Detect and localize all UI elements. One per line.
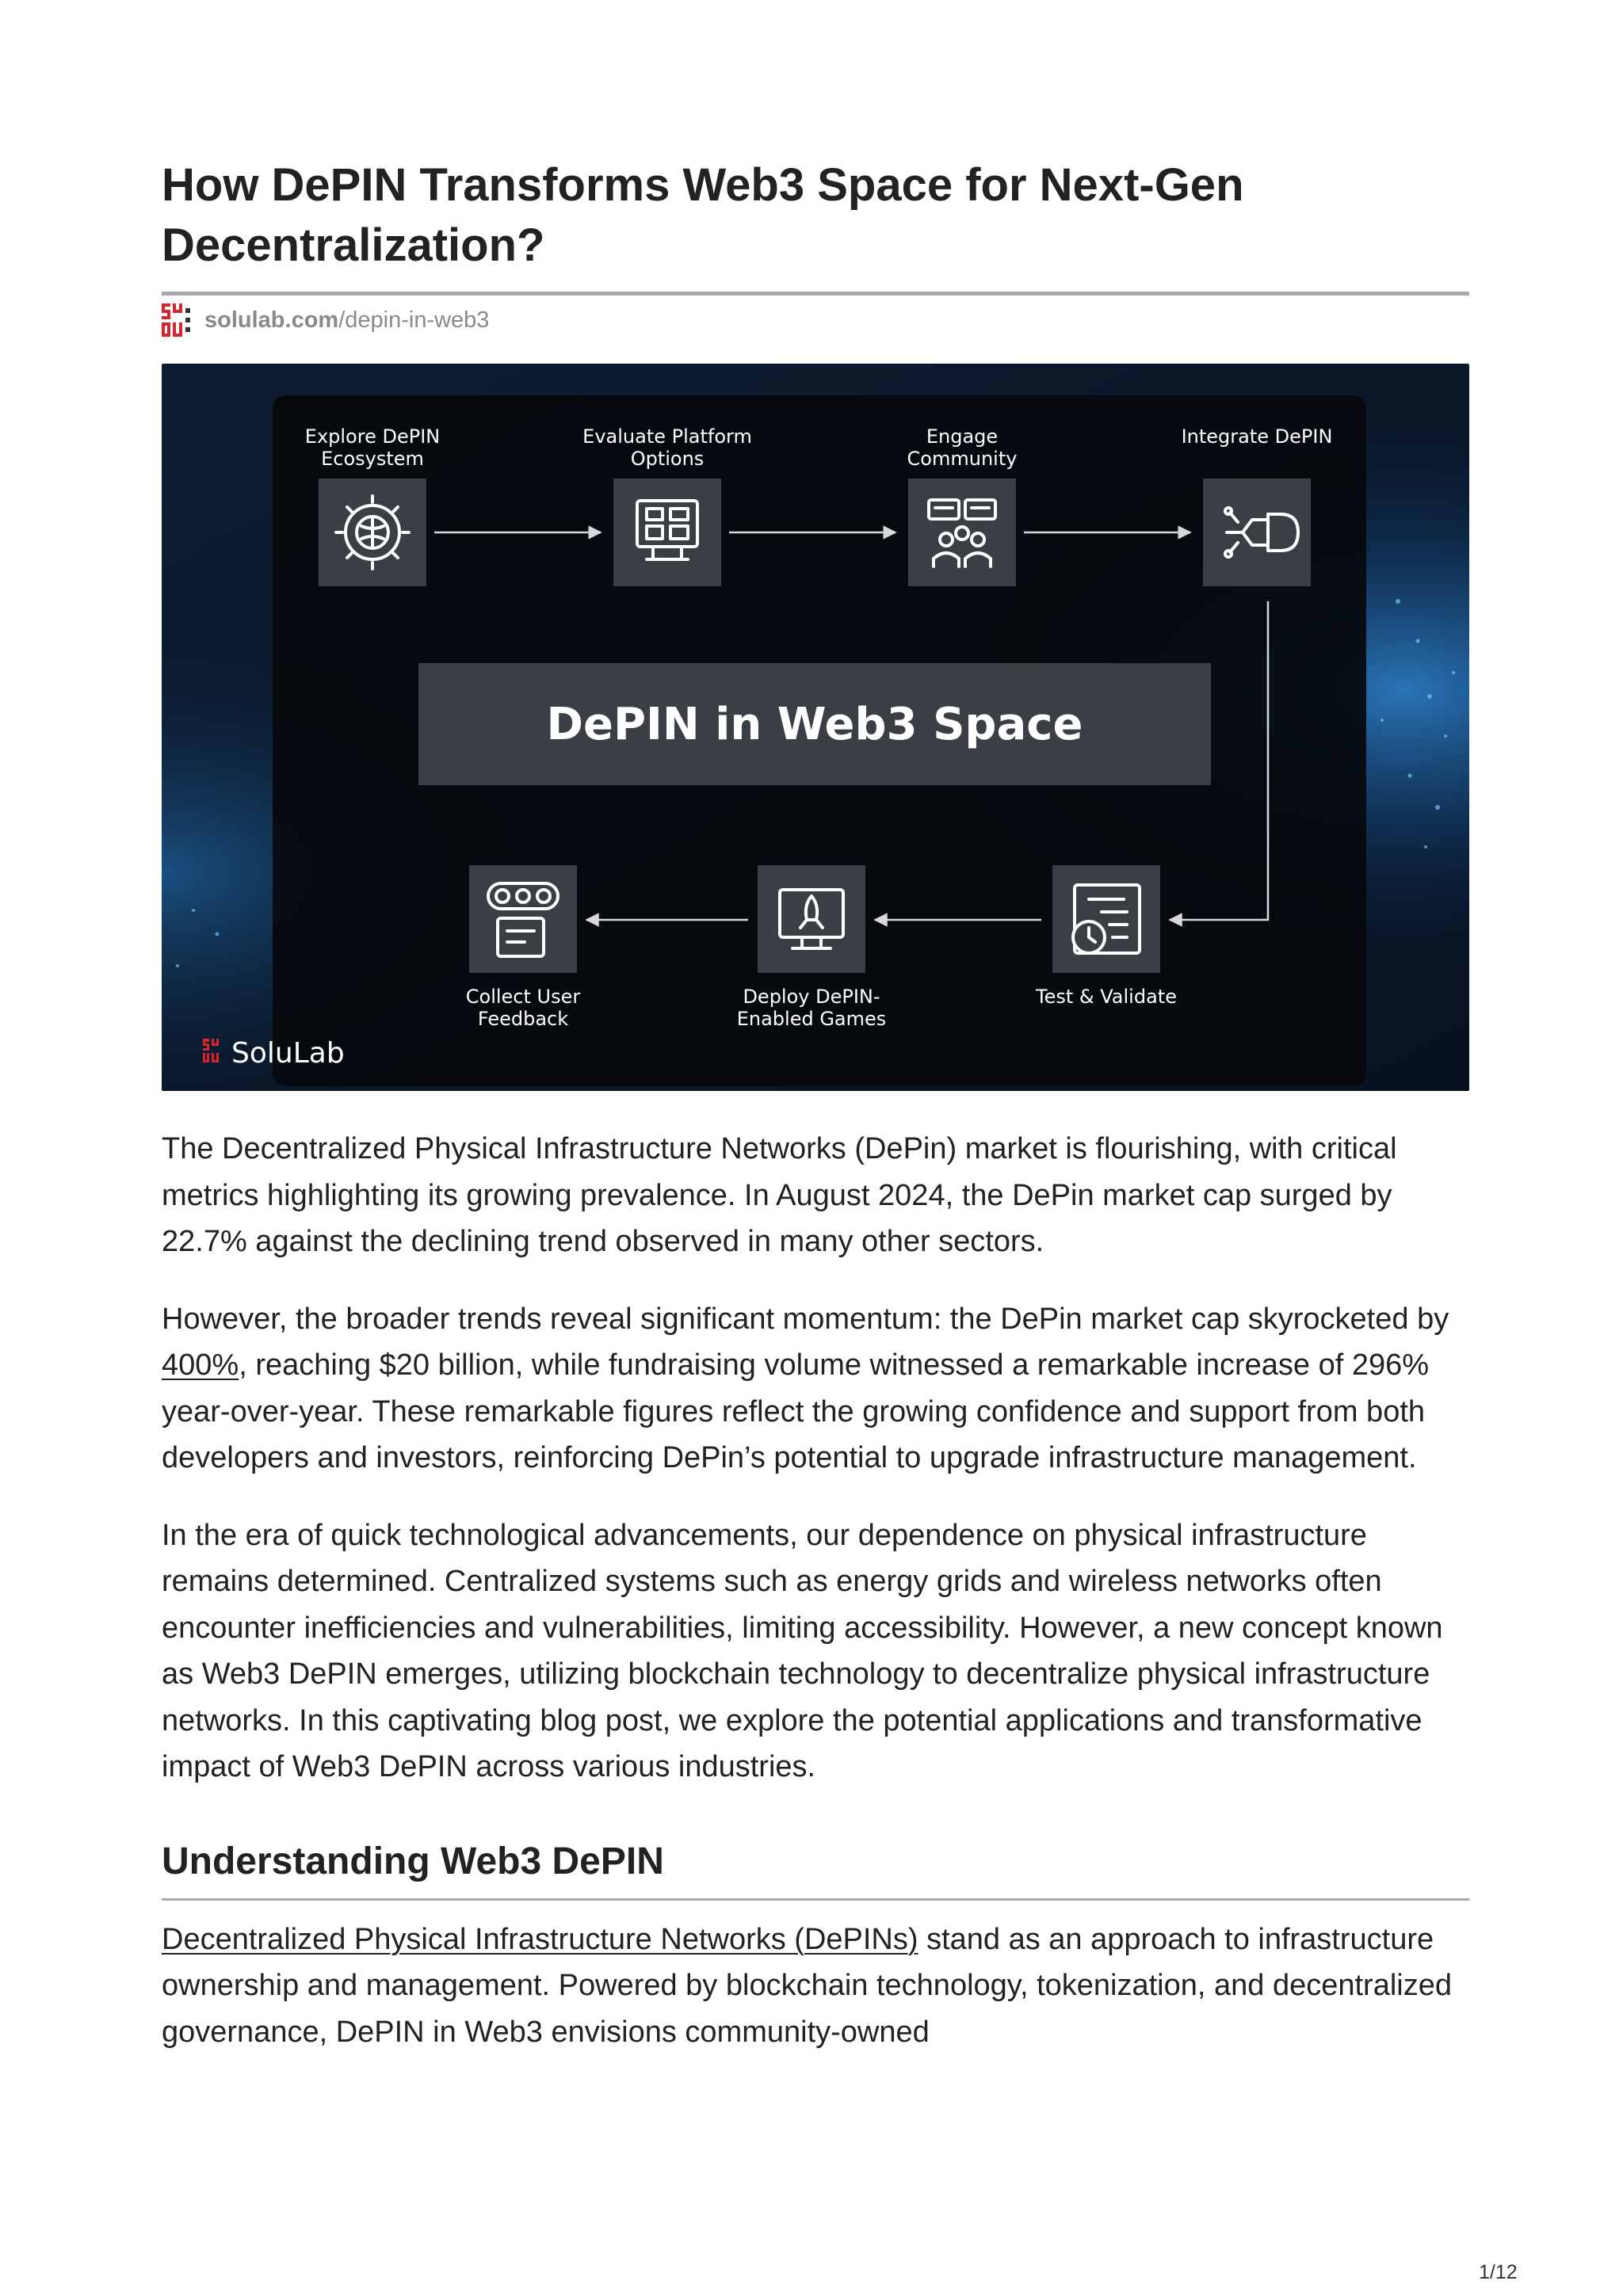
step-box-test xyxy=(1052,865,1160,973)
depin-flow-diagram xyxy=(162,364,1469,1091)
section-divider xyxy=(162,1898,1469,1901)
step-label-engage-1: Engage xyxy=(926,425,999,448)
article-page xyxy=(162,155,1469,2055)
step-label-test-1: Test & Validate xyxy=(1036,986,1177,1008)
solulab-logo-icon xyxy=(162,303,193,337)
step-label-deploy-1: Deploy DePIN- xyxy=(743,986,880,1008)
stat-400-link[interactable]: 400% xyxy=(162,1348,239,1382)
step-label-explore-1: Explore DePIN xyxy=(304,425,441,448)
step-box-engage xyxy=(908,479,1016,586)
source-path: /depin-in-web3 xyxy=(338,307,490,333)
hero-image xyxy=(162,364,1469,1091)
section-heading: Understanding Web3 DePIN xyxy=(162,1840,664,1882)
paragraph-2 xyxy=(162,1296,1469,1482)
step-label-engage-2: Community xyxy=(907,448,1018,470)
step-box-integrate xyxy=(1203,479,1311,586)
step-label-deploy-2: Enabled Games xyxy=(736,1008,887,1030)
step-label-collect-1: Collect User xyxy=(465,986,581,1008)
paragraph-1: The Decentralized Physical Infrastructure Networks (DePin) market is flourishing, with critical metrics highlighting its growing prevalence. In August 2024, the DePin market cap surged by 22.7% against the declining trend observed in many other sectors. xyxy=(162,1132,1397,1258)
step-label-explore-2: Ecosystem xyxy=(321,448,424,470)
title-divider xyxy=(162,292,1469,296)
paragraph-4-text: stand as an approach to infrastructure ownership and management. Powered by blockchain technology, tokenization, and decentralized governance, DePIN in Web3 envisions community-owned xyxy=(162,1922,1452,2049)
paragraph-2-text-b: , reaching $20 billion, while fundraising volume witnessed a remarkable increase of 296% year-over-year. These remarkable figures reflect the growing confidence and support from both developers and investors, reinforcing DePin’s potential to upgrade infrastructure management. xyxy=(162,1348,1430,1474)
page-title: How DePIN Transforms Web3 Space for Next-Gen Decentralization? xyxy=(162,159,1244,271)
source-link[interactable] xyxy=(204,307,489,334)
step-label-collect-2: Feedback xyxy=(477,1008,569,1030)
depin-definition-link[interactable]: Decentralized Physical Infrastructure Networks (DePINs) xyxy=(162,1922,918,1956)
step-label-integrate-1: Integrate DePIN xyxy=(1181,425,1333,448)
paragraph-4 xyxy=(162,1917,1469,2056)
gear-globe-icon xyxy=(336,496,409,569)
source-domain: solulab.com xyxy=(204,307,339,333)
step-label-evaluate-2: Options xyxy=(630,448,705,470)
source-line xyxy=(162,302,1469,338)
paragraph-2-text-a: However, the broader trends reveal significant momentum: the DePin market cap skyrocketed by xyxy=(162,1302,1449,1336)
paragraph-3: In the era of quick technological advancements, our dependence on physical infrastructure remains determined. Centralized systems such as energy grids and wireless networks often encounter inefficiencies and vulnerabilities, limiting accessibility. However, a new concept known as Web3 DePIN emerges, utilizing blockchain technology to decentralize physical infrastructure networks. In this captivating blog post, we explore the potential applications and transformative impact of Web3 DePIN across various industries. xyxy=(162,1518,1443,1783)
center-title: DePIN in Web3 Space xyxy=(546,699,1083,750)
step-label-evaluate-1: Evaluate Platform xyxy=(582,425,752,448)
step-box-evaluate xyxy=(613,479,721,586)
page-number: 1/12 xyxy=(1479,2261,1518,2283)
brand-name: SoluLab xyxy=(231,1037,345,1070)
